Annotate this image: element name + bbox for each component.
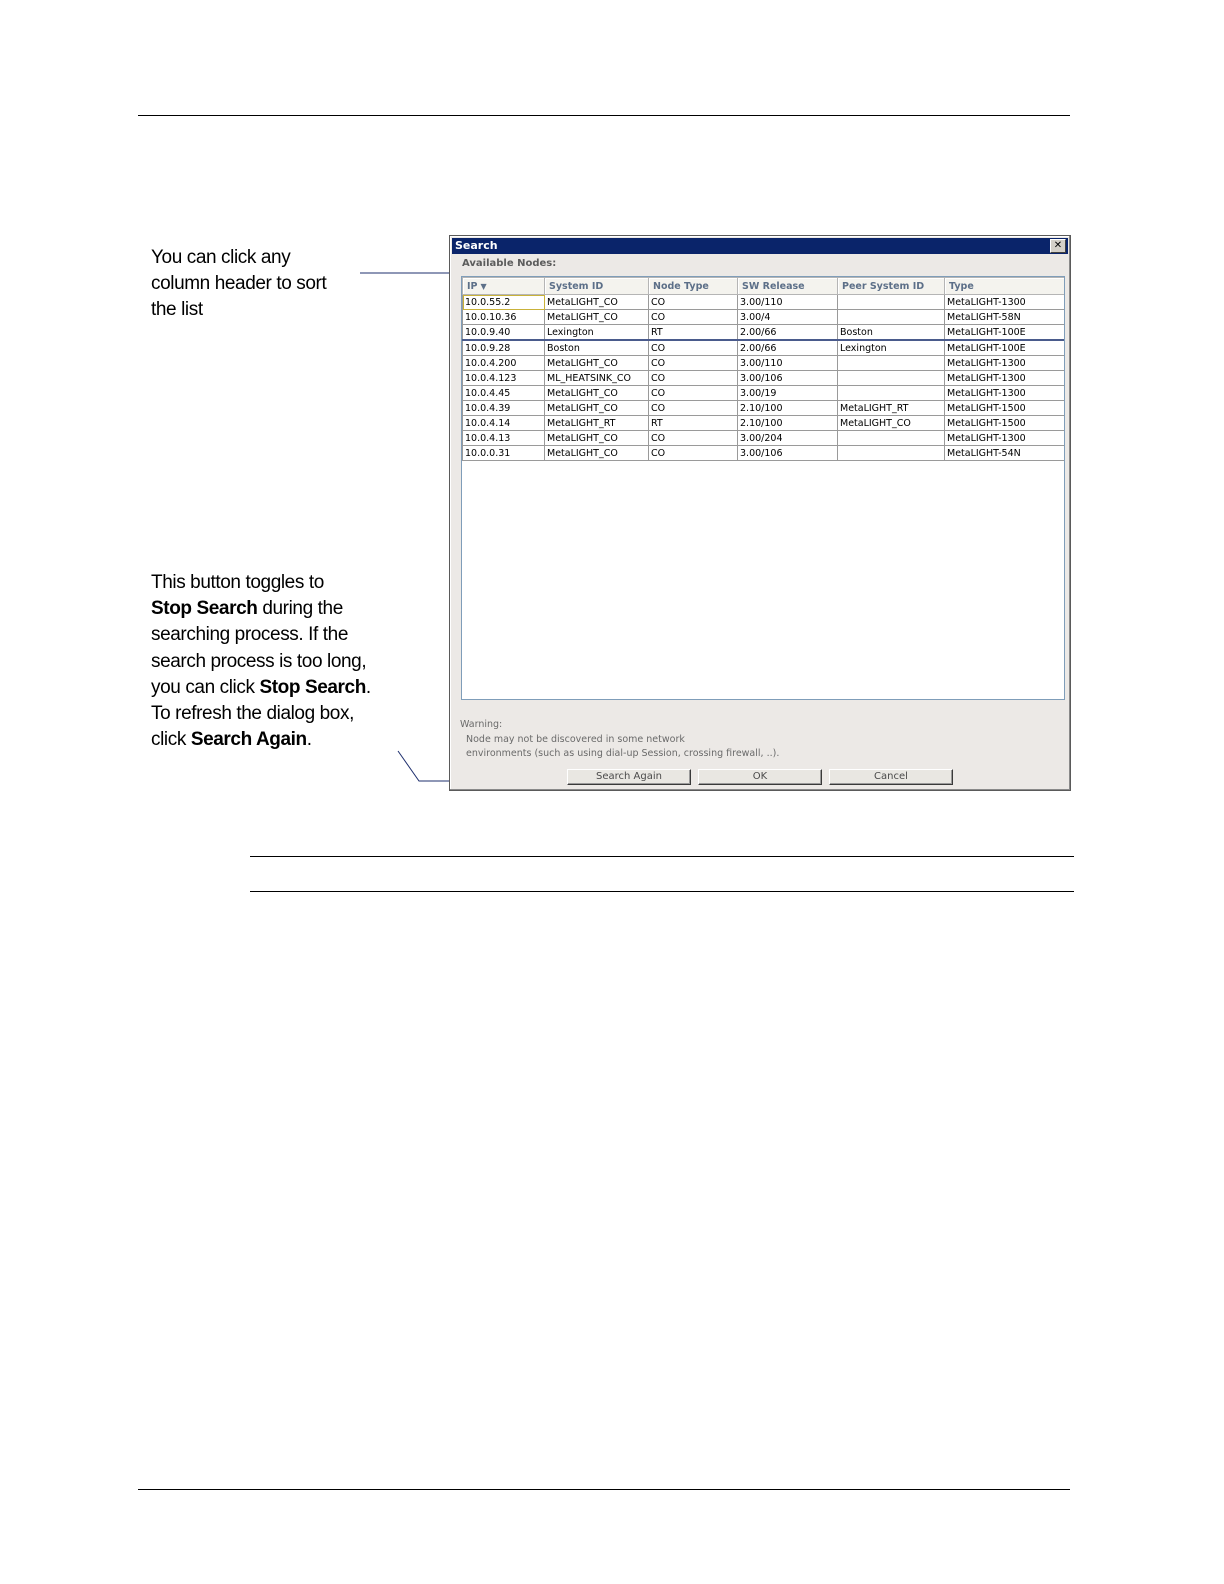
dialog-titlebar[interactable] [452,238,1068,254]
cell-node-type[interactable]: CO [649,431,738,446]
cell-sw-release[interactable]: 2.00/66 [738,325,838,341]
cell-sw-release[interactable]: 3.00/106 [738,446,838,461]
toggle-hint-callout [151,570,371,753]
cell-peer-system-id[interactable] [838,371,945,386]
search-again-button[interactable]: Search Again [567,769,691,785]
warning-title: Warning: [460,719,503,730]
cell-type[interactable]: MetaLIGHT-58N [945,310,1066,325]
cell-sw-release[interactable]: 3.00/110 [738,295,838,310]
cell-peer-system-id[interactable] [838,386,945,401]
sort-hint-line: You can click any [151,247,291,268]
table-row[interactable] [463,416,1066,431]
toggle-hint-line: To refresh the dialog box, [151,703,354,725]
cell-ip[interactable]: 10.0.9.40 [463,325,545,341]
cell-peer-system-id[interactable] [838,295,945,310]
cell-peer-system-id[interactable]: MetaLIGHT_CO [838,416,945,431]
footer-rule [138,1489,1070,1490]
column-header-node-type[interactable]: Node Type [649,278,738,295]
cell-system-id[interactable]: MetaLIGHT_CO [545,386,649,401]
cell-type[interactable]: MetaLIGHT-1300 [945,431,1066,446]
table-header-row [463,278,1066,295]
cell-sw-release[interactable]: 2.00/66 [738,340,838,356]
warning-text: environments (such as using dial-up Session, crossing firewall, ..). [466,748,780,759]
cell-ip[interactable]: 10.0.4.14 [463,416,545,431]
cell-type[interactable]: MetaLIGHT-1300 [945,371,1066,386]
cell-node-type[interactable]: CO [649,401,738,416]
dialog-title: Search [455,239,498,252]
cell-type[interactable]: MetaLIGHT-1300 [945,386,1066,401]
toggle-hint-line: search process is too long, [151,650,367,672]
cell-system-id[interactable]: ML_HEATSINK_CO [545,371,649,386]
table-row[interactable] [463,310,1066,325]
cell-ip[interactable]: 10.0.4.13 [463,431,545,446]
cell-peer-system-id[interactable] [838,431,945,446]
cell-sw-release[interactable]: 2.10/100 [738,401,838,416]
cell-system-id[interactable]: MetaLIGHT_CO [545,446,649,461]
table-row[interactable] [463,446,1066,461]
note-rule-bottom [250,891,1074,892]
cell-sw-release[interactable]: 2.10/100 [738,416,838,431]
cell-node-type[interactable]: CO [649,295,738,310]
table-row[interactable] [463,386,1066,401]
note-rule-top [250,856,1074,857]
column-header-system-id[interactable]: System ID [545,278,649,295]
cell-peer-system-id[interactable] [838,310,945,325]
cell-system-id[interactable]: MetaLIGHT_CO [545,356,649,371]
cell-ip[interactable]: 10.0.4.39 [463,401,545,416]
table-row[interactable] [463,356,1066,371]
table-row[interactable] [463,431,1066,446]
warning-note [460,718,779,762]
sort-hint-line: the list [151,299,203,321]
cell-type[interactable]: MetaLIGHT-1300 [945,295,1066,310]
cell-system-id[interactable]: MetaLIGHT_RT [545,416,649,431]
table-row[interactable] [463,295,1066,310]
sort-hint-line: column header to sort [151,273,327,295]
cell-sw-release[interactable]: 3.00/19 [738,386,838,401]
toggle-hint-line: click Search Again. [151,729,312,751]
cell-system-id[interactable]: MetaLIGHT_CO [545,310,649,325]
sort-hint-callout [151,245,326,324]
cell-sw-release[interactable]: 3.00/106 [738,371,838,386]
toggle-hint-line: you can click Stop Search. [151,676,371,698]
table-row[interactable] [463,401,1066,416]
cell-system-id[interactable]: MetaLIGHT_CO [545,295,649,310]
cell-peer-system-id[interactable]: MetaLIGHT_RT [838,401,945,416]
column-header-type[interactable]: Type [945,278,1066,295]
cell-peer-system-id[interactable] [838,446,945,461]
table-row[interactable] [463,325,1066,341]
table-row[interactable] [463,340,1066,356]
sort-descending-icon: ▼ [480,281,487,291]
cancel-button[interactable]: Cancel [829,769,953,785]
cell-node-type[interactable]: CO [649,446,738,461]
column-header-sw-release[interactable]: SW Release [738,278,838,295]
nodes-table [462,277,1065,461]
available-nodes-label: Available Nodes: [462,258,557,269]
ok-button[interactable]: OK [698,769,822,785]
cell-sw-release[interactable]: 3.00/4 [738,310,838,325]
cell-ip[interactable]: 10.0.4.200 [463,356,545,371]
nodes-table-container[interactable] [461,276,1065,700]
cell-system-id[interactable]: MetaLIGHT_CO [545,431,649,446]
search-dialog [449,235,1071,791]
cell-node-type[interactable]: CO [649,386,738,401]
cell-type[interactable]: MetaLIGHT-1500 [945,401,1066,416]
column-header-peer-system-id[interactable]: Peer System ID [838,278,945,295]
warning-text: Node may not be discovered in some network [466,733,685,745]
cell-type[interactable]: MetaLIGHT-54N [945,446,1066,461]
cell-ip[interactable]: 10.0.4.123 [463,371,545,386]
cell-node-type[interactable]: RT [649,416,738,431]
cell-ip[interactable]: 10.0.10.36 [463,310,545,325]
toggle-hint-line: searching process. If the [151,624,348,646]
cell-peer-system-id[interactable]: Boston [838,325,945,341]
cell-node-type[interactable]: CO [649,371,738,386]
cell-peer-system-id[interactable] [838,356,945,371]
cell-system-id[interactable]: Lexington [545,325,649,341]
cell-peer-system-id[interactable]: Lexington [838,340,945,356]
toggle-hint-line: Stop Search during the [151,598,343,620]
cell-type[interactable]: MetaLIGHT-100E [945,325,1066,341]
cell-sw-release[interactable]: 3.00/110 [738,356,838,371]
cell-sw-release[interactable]: 3.00/204 [738,431,838,446]
cell-node-type[interactable]: CO [649,340,738,356]
cell-system-id[interactable]: Boston [545,340,649,356]
cell-ip[interactable]: 10.0.9.28 [463,340,545,356]
close-icon[interactable]: ✕ [1050,239,1066,253]
cell-node-type[interactable]: RT [649,325,738,341]
column-header-ip[interactable]: IP ▼ [463,278,545,295]
table-body [463,295,1066,461]
cell-type[interactable]: MetaLIGHT-100E [945,340,1066,356]
header-rule [138,115,1070,116]
cell-node-type[interactable]: CO [649,310,738,325]
table-row[interactable] [463,371,1066,386]
cell-node-type[interactable]: CO [649,356,738,371]
cell-ip[interactable]: 10.0.4.45 [463,386,545,401]
cell-system-id[interactable]: MetaLIGHT_CO [545,401,649,416]
cell-type[interactable]: MetaLIGHT-1300 [945,356,1066,371]
cell-ip[interactable]: 10.0.0.31 [463,446,545,461]
cell-ip[interactable]: 10.0.55.2 [463,295,545,310]
toggle-hint-line: This button toggles to [151,572,324,593]
cell-type[interactable]: MetaLIGHT-1500 [945,416,1066,431]
